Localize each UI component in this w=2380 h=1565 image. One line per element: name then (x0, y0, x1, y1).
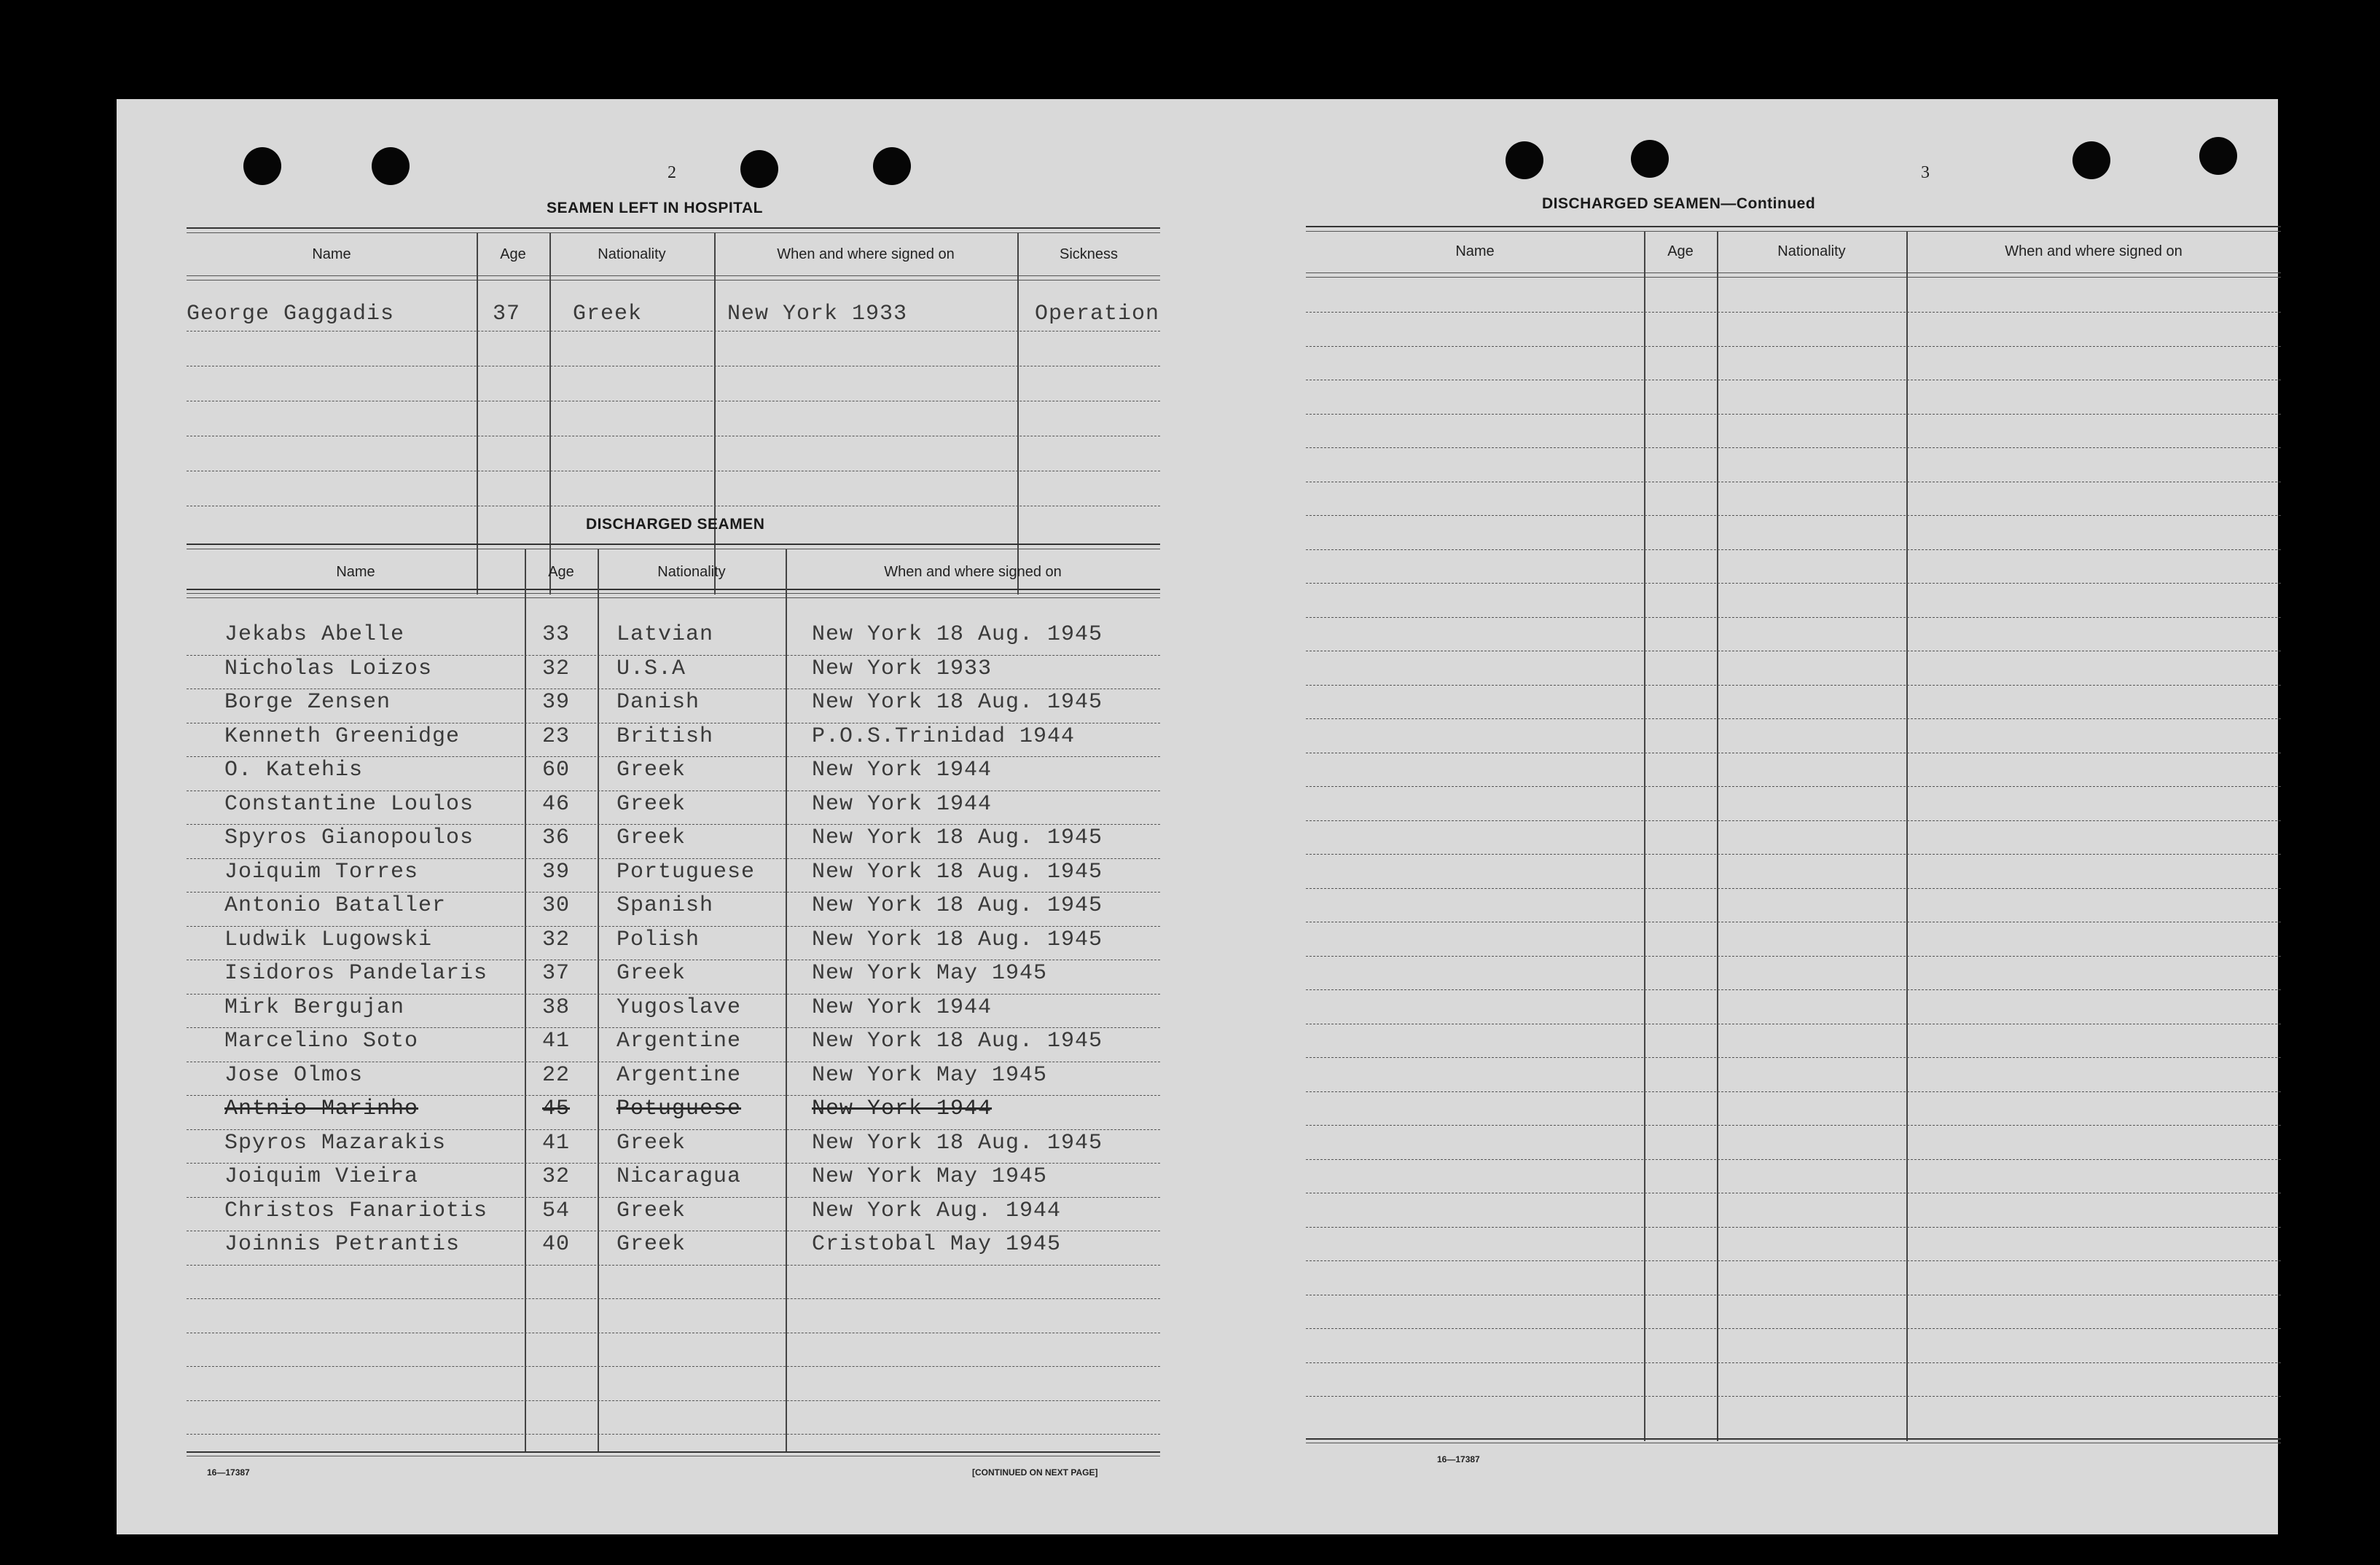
seaman-nationality: Greek (616, 825, 686, 850)
seaman-nationality: Greek (616, 1198, 686, 1223)
seaman-age: 41 (542, 1130, 571, 1156)
discharged-section-title: DISCHARGED SEAMEN (586, 516, 765, 533)
seaman-nationality: Potuguese (616, 1097, 742, 1121)
table-row (187, 859, 1160, 897)
blank-row (1306, 922, 2281, 923)
right-page (1195, 99, 2278, 1534)
table-row (187, 690, 1160, 727)
seaman-signed-on: New York May 1945 (812, 1062, 1048, 1088)
seaman-nationality: Greek (616, 1130, 686, 1156)
blank-row (1306, 888, 2281, 890)
seaman-name: Antnio Marinho (224, 1097, 419, 1121)
seaman-age: 36 (542, 825, 571, 850)
seaman-age: 32 (542, 656, 571, 681)
table-row (187, 1232, 1160, 1269)
col-header-nationality: Nationality (598, 246, 666, 262)
seaman-age: 41 (542, 1029, 571, 1054)
blank-row (187, 1434, 1160, 1435)
blank-row (1306, 1396, 2281, 1397)
seaman-name: Spyros Mazarakis (224, 1130, 447, 1156)
table-row (187, 1198, 1160, 1236)
blank-row (1306, 685, 2281, 686)
seaman-nationality: Greek (616, 1232, 686, 1257)
table-row (187, 791, 1160, 829)
seaman-name: Borge Zensen (224, 690, 391, 715)
blank-row (1306, 1125, 2281, 1126)
blank-row (1306, 1193, 2281, 1194)
seaman-name: Joinnis Petrantis (224, 1232, 461, 1257)
hospital-nationality: Greek (573, 302, 643, 326)
col-header-signed-on: When and where signed on (777, 246, 955, 262)
seaman-signed-on: New York 18 Aug. 1945 (812, 1029, 1103, 1054)
page-number: 3 (1921, 163, 1930, 182)
form-number: 16—17387 (1437, 1454, 1480, 1464)
seaman-age: 38 (542, 995, 571, 1020)
blank-row (1306, 515, 2281, 517)
blank-row (1306, 1159, 2281, 1161)
table-row (187, 1130, 1160, 1168)
blank-row (1306, 718, 2281, 720)
col-header-age: Age (1667, 243, 1694, 259)
seaman-nationality: Nicaragua (616, 1164, 742, 1189)
seaman-nationality: Polish (616, 927, 700, 952)
seaman-signed-on: New York May 1945 (812, 1164, 1048, 1189)
blank-row (1306, 1057, 2281, 1059)
seaman-signed-on: New York Aug. 1944 (812, 1198, 1062, 1223)
seaman-name: Constantine Loulos (224, 791, 474, 817)
blank-row (1306, 989, 2281, 991)
col-header-name: Name (336, 564, 375, 580)
hospital-name: George Gaggadis (187, 302, 395, 326)
seaman-signed-on: P.O.S.Trinidad 1944 (812, 723, 1076, 749)
blank-row (1306, 1024, 2281, 1025)
blank-row (1306, 414, 2281, 415)
seaman-signed-on: New York 1944 (812, 1097, 993, 1121)
seaman-name: Antonio Bataller (224, 893, 447, 918)
col-header-signed-on: When and where signed on (2005, 243, 2183, 259)
col-header-name: Name (312, 246, 351, 262)
table-row (187, 961, 1160, 998)
discharged-table (187, 544, 1160, 1454)
seaman-name: Christos Fanariotis (224, 1198, 488, 1223)
blank-row (187, 1298, 1160, 1300)
seaman-nationality: Greek (616, 961, 686, 986)
seaman-name: Mirk Bergujan (224, 995, 405, 1020)
hospital-age: 37 (493, 302, 521, 326)
seaman-age: 32 (542, 1164, 571, 1189)
seaman-age: 23 (542, 723, 571, 749)
form-number: 16—17387 (207, 1467, 250, 1478)
hospital-section-title: SEAMEN LEFT IN HOSPITAL (547, 200, 763, 216)
seaman-age: 22 (542, 1062, 571, 1088)
seaman-nationality: Argentine (616, 1062, 742, 1088)
seaman-nationality: Spanish (616, 893, 714, 918)
seaman-age: 40 (542, 1232, 571, 1257)
blank-row (1306, 651, 2281, 652)
blank-row (1306, 583, 2281, 584)
table-row (187, 758, 1160, 795)
seaman-signed-on: New York May 1945 (812, 961, 1048, 986)
blank-row (1306, 549, 2281, 551)
seaman-age: 39 (542, 859, 571, 885)
table-row (187, 893, 1160, 930)
seaman-name: Kenneth Greenidge (224, 723, 461, 749)
blank-row (1306, 1091, 2281, 1093)
seaman-age: 32 (542, 927, 571, 952)
seaman-name: Isidoros Pandelaris (224, 961, 488, 986)
col-header-nationality: Nationality (1777, 243, 1846, 259)
seaman-name: Joiquim Vieira (224, 1164, 419, 1189)
seaman-age: 60 (542, 758, 571, 782)
seaman-nationality: Greek (616, 791, 686, 817)
seaman-age: 54 (542, 1198, 571, 1223)
table-row (187, 1099, 1160, 1134)
table-row (187, 622, 1160, 659)
discharged-continued-table (1306, 226, 2281, 1479)
seaman-name: Nicholas Loizos (224, 656, 433, 681)
seaman-nationality: Argentine (616, 1029, 742, 1054)
blank-row (1306, 1362, 2281, 1364)
seaman-signed-on: New York 1944 (812, 995, 993, 1020)
seaman-name: Jekabs Abelle (224, 622, 405, 647)
col-header-name: Name (1455, 243, 1495, 259)
seaman-signed-on: New York 18 Aug. 1945 (812, 825, 1103, 850)
blank-row (1306, 1328, 2281, 1330)
blank-row (1306, 617, 2281, 619)
seaman-signed-on: Cristobal May 1945 (812, 1232, 1062, 1257)
discharged-continued-title: DISCHARGED SEAMEN—Continued (1542, 195, 1816, 212)
seaman-signed-on: New York 18 Aug. 1945 (812, 859, 1103, 885)
blank-row (1306, 753, 2281, 754)
blank-row (1306, 482, 2281, 483)
continued-note: [CONTINUED ON NEXT PAGE] (972, 1467, 1098, 1478)
seaman-nationality: Greek (616, 758, 686, 782)
seaman-nationality: Portuguese (616, 859, 756, 885)
seaman-age: 46 (542, 791, 571, 817)
blank-row (1306, 1227, 2281, 1228)
seaman-signed-on: New York 18 Aug. 1945 (812, 927, 1103, 952)
hospital-signed-on: New York 1933 (727, 302, 908, 326)
blank-row (1306, 956, 2281, 957)
seaman-name: O. Katehis (224, 758, 364, 782)
seaman-age: 33 (542, 622, 571, 647)
col-header-signed-on: When and where signed on (884, 564, 1062, 580)
seaman-nationality: Yugoslave (616, 995, 742, 1020)
col-header-age: Age (500, 246, 526, 262)
col-header-nationality: Nationality (657, 564, 726, 580)
col-header-sickness: Sickness (1059, 246, 1119, 262)
seaman-nationality: British (616, 723, 714, 749)
blank-row (1306, 312, 2281, 313)
seaman-name: Jose Olmos (224, 1062, 364, 1088)
table-row (187, 825, 1160, 863)
seaman-name: Ludwik Lugowski (224, 927, 433, 952)
blank-row (1306, 346, 2281, 348)
blank-rows (1306, 226, 2281, 1479)
discharged-rows (187, 544, 1160, 1454)
seaman-signed-on: New York 18 Aug. 1945 (812, 622, 1103, 647)
blank-row (187, 1400, 1160, 1402)
seaman-age: 37 (542, 961, 571, 986)
hospital-table (187, 227, 1160, 592)
blank-row (1306, 1295, 2281, 1296)
table-row (187, 1062, 1160, 1100)
seaman-signed-on: New York 1944 (812, 758, 993, 782)
blank-row (1306, 786, 2281, 788)
table-row (187, 656, 1160, 694)
seaman-signed-on: New York 1933 (812, 656, 993, 681)
blank-row (1306, 820, 2281, 822)
col-header-age: Age (548, 564, 574, 580)
seaman-signed-on: New York 18 Aug. 1945 (812, 690, 1103, 715)
table-row (187, 1164, 1160, 1201)
seaman-signed-on: New York 1944 (812, 791, 993, 817)
seaman-age: 45 (542, 1097, 571, 1121)
seaman-age: 30 (542, 893, 571, 918)
blank-row (187, 1333, 1160, 1334)
hospital-sickness: Operation (1035, 302, 1160, 326)
blank-row (187, 1366, 1160, 1368)
seaman-name: Marcelino Soto (224, 1029, 419, 1054)
manifest-sheet (117, 99, 2278, 1534)
seaman-name: Spyros Gianopoulos (224, 825, 474, 850)
seaman-name: Joiquim Torres (224, 859, 419, 885)
seaman-signed-on: New York 18 Aug. 1945 (812, 893, 1103, 918)
seaman-age: 39 (542, 690, 571, 715)
seaman-signed-on: New York 18 Aug. 1945 (812, 1130, 1103, 1156)
blank-row (1306, 854, 2281, 855)
table-row (187, 927, 1160, 965)
page-number: 2 (668, 163, 676, 182)
table-row (187, 995, 1160, 1032)
blank-row (1306, 447, 2281, 449)
table-row (187, 1029, 1160, 1066)
blank-row (1306, 380, 2281, 381)
table-row (187, 723, 1160, 761)
left-page (117, 99, 1195, 1534)
blank-row (1306, 1260, 2281, 1262)
seaman-nationality: Danish (616, 690, 700, 715)
seaman-nationality: U.S.A (616, 656, 686, 681)
seaman-nationality: Latvian (616, 622, 714, 647)
